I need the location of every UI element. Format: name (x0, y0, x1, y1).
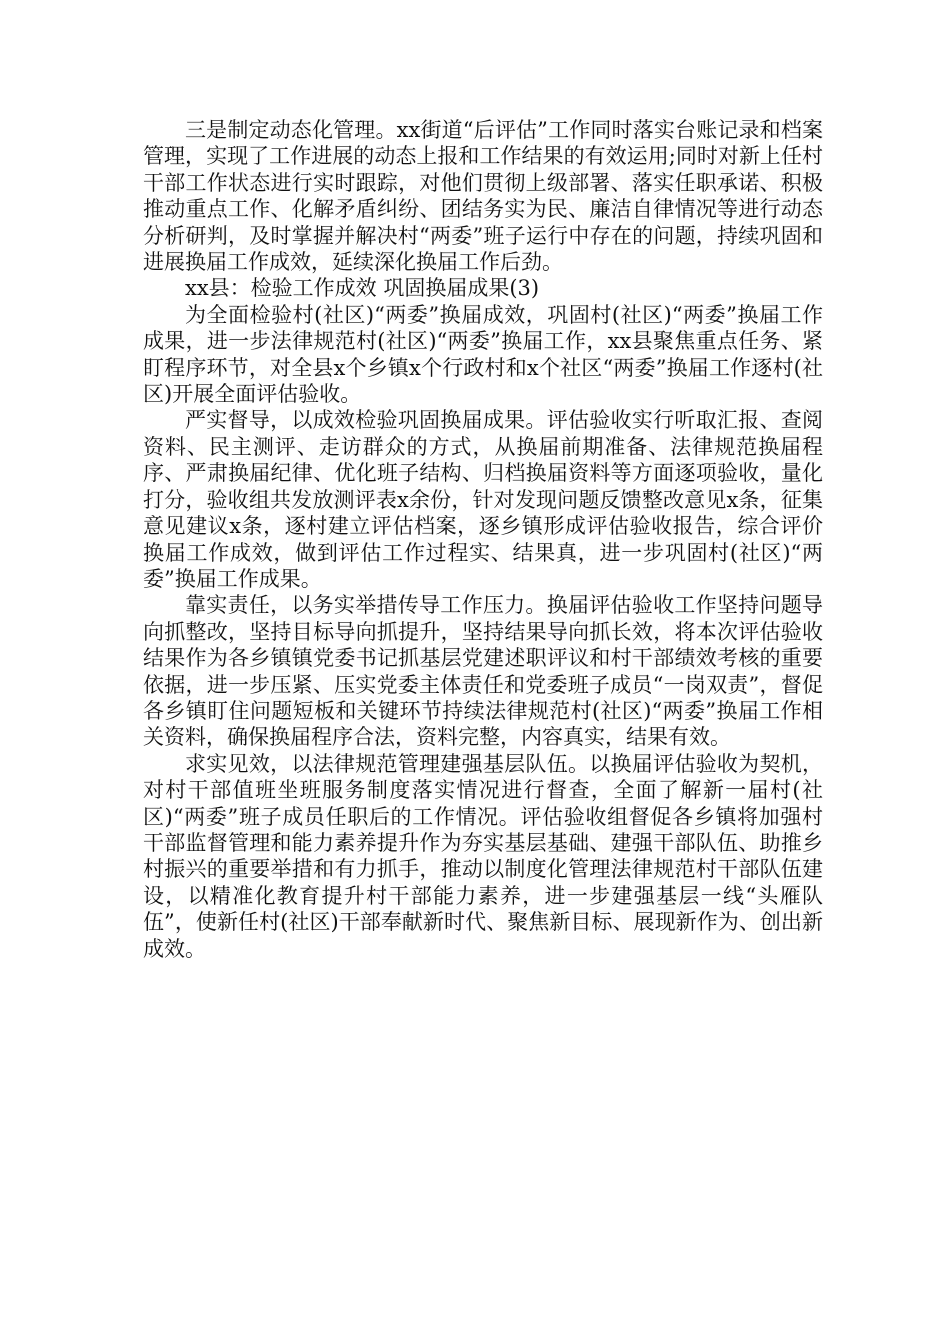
paragraph-dynamic-management: 三是制定动态化管理。xx街道“后评估”工作同时落实台账记录和档案管理，实现了工作进展的动态上报和工作结果的有效运用;同时对新上任村干部工作状态进行实时跟踪，对他们贯彻上级部署、落实任职承诺、积极推动重点工作、化解矛盾纠纷、团结务实为民、廉洁自律情况等进行动态分析研判，及时掌握并解决村“两委”班子运行中存在的问题，持续巩固和进展换届工作成效，延续深化换届工作后劲。 (143, 118, 823, 275)
paragraph-intro: 为全面检验村(社区)“两委”换届成效，巩固村(社区)“两委”换届工作成果，进一步法律规范村(社区)“两委”换届工作，xx县聚焦重点任务、紧盯程序环节，对全县x个乡镇x个行政村和x个社区“两委”换届工作逐村(社区)开展全面评估验收。 (143, 302, 823, 407)
paragraph-supervision: 严实督导，以成效检验巩固换届成果。评估验收实行听取汇报、查阅资料、民主测评、走访群众的方式，从换届前期准备、法律规范换届程序、严肃换届纪律、优化班子结构、归档换届资料等方面逐项验收，量化打分，验收组共发放测评表x余份，针对发现问题反馈整改意见x条，征集意见建议x条，逐村建立评估档案，逐乡镇形成评估验收报告，综合评价换届工作成效，做到评估工作过程实、结果真，进一步巩固村(社区)“两委”换届工作成果。 (143, 408, 823, 591)
paragraph-responsibility: 靠实责任，以务实举措传导工作压力。换届评估验收工作坚持问题导向抓整改，坚持目标导向抓提升，坚持结果导向抓长效，将本次评估验收结果作为各乡镇镇党委书记抓基层党建述职评议和村干部绩效考核的重要依据，进一步压紧、压实党委主体责任和党委班子成员“一岗双责”，督促各乡镇盯住问题短板和关键环节持续法律规范村(社区)“两委”换届工作相关资料，确保换届程序合法，资料完整，内容真实，结果有效。 (143, 593, 823, 750)
document-body (143, 117, 823, 962)
paragraph-effectiveness: 求实见效，以法律规范管理建强基层队伍。以换届评估验收为契机，对村干部值班坐班服务制度落实情况进行督查，全面了解新一届村(社区)“两委”班子成员任职后的工作情况。评估验收组督促各乡镇将加强村干部监督管理和能力素养提升作为夯实基层基础、建强干部队伍、助推乡村振兴的重要举措和有力抓手，推动以制度化管理法律规范村干部队伍建设，以精准化教育提升村干部能力素养，进一步建强基层一线“头雁队伍”，使新任村(社区)干部奉献新时代、聚焦新目标、展现新作为、创出新成效。 (143, 751, 823, 961)
section-heading: xx县：检验工作成效 巩固换届成果(3) (185, 276, 540, 301)
